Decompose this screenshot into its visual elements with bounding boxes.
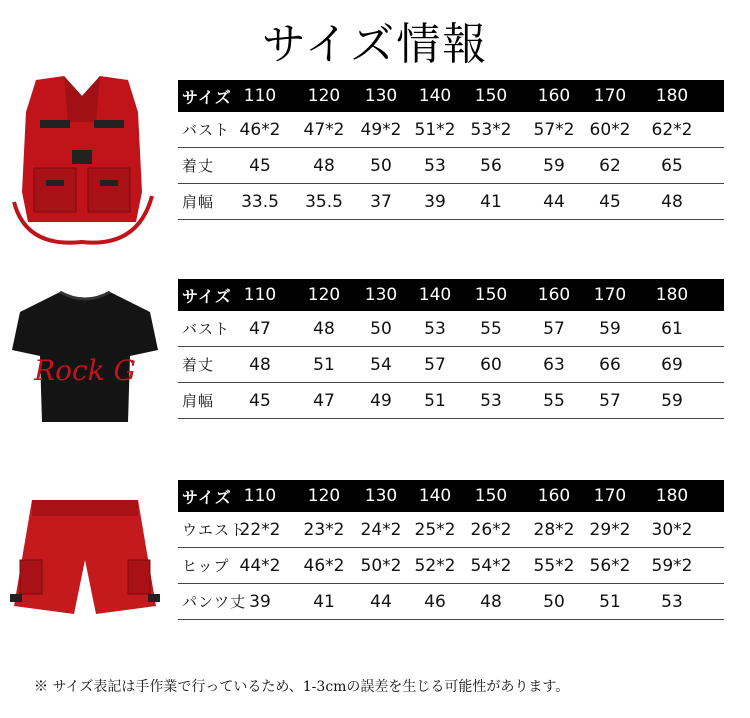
cell-value: 46*2 xyxy=(239,119,281,140)
cell-value: 45 xyxy=(249,390,271,411)
cell-value: 50 xyxy=(370,318,392,339)
cell-value: 66 xyxy=(599,354,621,375)
cell-value: 51*2 xyxy=(414,119,456,140)
cell-value: 39 xyxy=(424,191,446,212)
cell-value: 55 xyxy=(480,318,502,339)
cell-value: 56*2 xyxy=(589,555,631,576)
cell-value: 50 xyxy=(370,155,392,176)
cell-value: 57 xyxy=(599,390,621,411)
header-size: 160 xyxy=(537,86,571,106)
cell-value: 29*2 xyxy=(589,519,631,540)
row-label: バスト xyxy=(182,320,231,338)
cell-value: 48 xyxy=(313,318,335,339)
table-header xyxy=(178,80,724,112)
cell-value: 60 xyxy=(480,354,502,375)
cell-value: 23*2 xyxy=(303,519,345,540)
header-size: 180 xyxy=(655,486,689,506)
header-size: 130 xyxy=(364,285,398,305)
header-size: 120 xyxy=(307,285,341,305)
cell-value: 59*2 xyxy=(651,555,693,576)
cell-value: 57 xyxy=(543,318,565,339)
size-table-tshirt xyxy=(178,279,724,419)
table-row xyxy=(178,112,724,148)
table-row xyxy=(178,512,724,548)
cell-value: 33.5 xyxy=(241,191,279,212)
cell-value: 51 xyxy=(599,591,621,612)
header-size: 180 xyxy=(655,86,689,106)
cell-value: 47 xyxy=(249,318,271,339)
table-row xyxy=(178,184,724,220)
table-row xyxy=(178,311,724,347)
cell-value: 45 xyxy=(599,191,621,212)
cell-value: 53 xyxy=(424,155,446,176)
cell-value: 48 xyxy=(661,191,683,212)
cell-value: 52*2 xyxy=(414,555,456,576)
cell-value: 37 xyxy=(370,191,392,212)
row-label: 着丈 xyxy=(182,356,215,374)
cell-value: 51 xyxy=(313,354,335,375)
cell-value: 57 xyxy=(424,354,446,375)
cell-value: 48 xyxy=(249,354,271,375)
row-label: ヒップ xyxy=(182,557,230,575)
cell-value: 48 xyxy=(313,155,335,176)
cell-value: 53 xyxy=(480,390,502,411)
cell-value: 30*2 xyxy=(651,519,693,540)
cell-value: 47 xyxy=(313,390,335,411)
cell-value: 62*2 xyxy=(651,119,693,140)
table-header xyxy=(178,480,724,512)
table-row xyxy=(178,383,724,419)
cell-value: 24*2 xyxy=(360,519,402,540)
row-label: 肩幅 xyxy=(182,193,215,211)
header-size: 150 xyxy=(474,86,508,106)
cell-value: 45 xyxy=(249,155,271,176)
cell-value: 57*2 xyxy=(533,119,575,140)
cell-value: 59 xyxy=(543,155,565,176)
shorts-image xyxy=(10,490,160,640)
cell-value: 62 xyxy=(599,155,621,176)
cell-value: 55*2 xyxy=(533,555,575,576)
table-row xyxy=(178,548,724,584)
table-row xyxy=(178,347,724,383)
cell-value: 47*2 xyxy=(303,119,345,140)
cell-value: 59 xyxy=(661,390,683,411)
cell-value: 63 xyxy=(543,354,565,375)
cell-value: 51 xyxy=(424,390,446,411)
page-title: サイズ情報 xyxy=(261,19,489,70)
cell-value: 50 xyxy=(543,591,565,612)
cell-value: 41 xyxy=(480,191,502,212)
cell-value: 53*2 xyxy=(470,119,512,140)
cell-value: 46 xyxy=(424,591,446,612)
cell-value: 49*2 xyxy=(360,119,402,140)
cell-value: 55 xyxy=(543,390,565,411)
cell-value: 39 xyxy=(249,591,271,612)
row-label: ウエスト xyxy=(182,521,247,539)
row-label: 肩幅 xyxy=(182,392,215,410)
cell-value: 28*2 xyxy=(533,519,575,540)
cell-value: 61 xyxy=(661,318,683,339)
cell-value: 65 xyxy=(661,155,683,176)
size-table-shorts xyxy=(178,480,724,620)
row-label: 着丈 xyxy=(182,157,215,175)
header-size: 120 xyxy=(307,86,341,106)
header-label: サイズ xyxy=(182,87,232,107)
cell-value: 25*2 xyxy=(414,519,456,540)
header-size: 150 xyxy=(474,285,508,305)
cell-value: 49 xyxy=(370,390,392,411)
cell-value: 46*2 xyxy=(303,555,345,576)
header-size: 170 xyxy=(593,285,627,305)
header-size: 150 xyxy=(474,486,508,506)
header-label: サイズ xyxy=(182,487,232,507)
table-row xyxy=(178,148,724,184)
header-label: サイズ xyxy=(182,286,232,306)
header-size: 140 xyxy=(418,486,452,506)
cell-value: 48 xyxy=(480,591,502,612)
cell-value: 54 xyxy=(370,354,392,375)
header-size: 160 xyxy=(537,486,571,506)
header-size: 140 xyxy=(418,86,452,106)
cell-value: 59 xyxy=(599,318,621,339)
cell-value: 22*2 xyxy=(239,519,281,540)
header-size: 160 xyxy=(537,285,571,305)
header-size: 180 xyxy=(655,285,689,305)
cell-value: 35.5 xyxy=(305,191,343,212)
cell-value: 69 xyxy=(661,354,683,375)
header-size: 140 xyxy=(418,285,452,305)
header-size: 170 xyxy=(593,86,627,106)
header-size: 110 xyxy=(243,486,277,506)
row-label: パンツ丈 xyxy=(182,593,247,611)
cell-value: 53 xyxy=(661,591,683,612)
cell-value: 44*2 xyxy=(239,555,281,576)
vest-image xyxy=(6,72,158,252)
header-size: 110 xyxy=(243,285,277,305)
cell-value: 56 xyxy=(480,155,502,176)
table-row xyxy=(178,584,724,620)
cell-value: 26*2 xyxy=(470,519,512,540)
cell-value: 53 xyxy=(424,318,446,339)
cell-value: 60*2 xyxy=(589,119,631,140)
row-label: バスト xyxy=(182,121,231,139)
header-size: 110 xyxy=(243,86,277,106)
cell-value: 44 xyxy=(370,591,392,612)
header-size: 120 xyxy=(307,486,341,506)
cell-value: 50*2 xyxy=(360,555,402,576)
tshirt-print: Rock G xyxy=(34,354,136,387)
header-size: 130 xyxy=(364,486,398,506)
cell-value: 41 xyxy=(313,591,335,612)
header-size: 170 xyxy=(593,486,627,506)
tshirt-image xyxy=(10,288,160,428)
size-table-vest xyxy=(178,80,724,220)
table-header xyxy=(178,279,724,311)
cell-value: 44 xyxy=(543,191,565,212)
disclaimer-note: ※ サイズ表記は手作業で行っているため、1-3cmの誤差を生じる可能性があります。 xyxy=(34,679,570,695)
header-size: 130 xyxy=(364,86,398,106)
cell-value: 54*2 xyxy=(470,555,512,576)
